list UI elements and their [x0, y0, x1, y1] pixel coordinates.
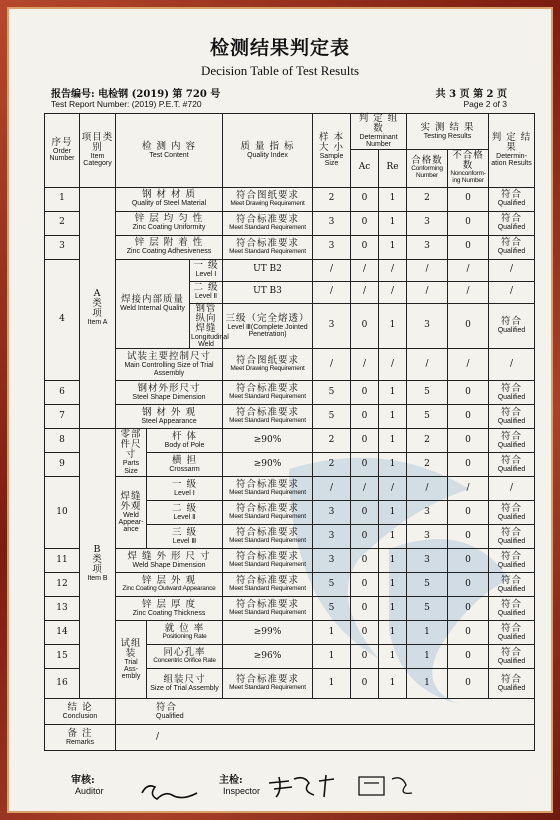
- table-row: 钢管纵向焊缝 Longitudinal Weld 三级（完全熔透） Level Ⅲ(Complete Jointed Penetration) 3 0 1 3 0 符合 Qualified: [45, 303, 535, 349]
- table-row: 11 焊 缝 外 形 尺 寸 Weld Shape Dimension 符合标准要求 Meet Standard Requirement 3 0 1 3 0 符合 Qualified: [45, 549, 535, 573]
- table-row: 6 钢材外形尺寸 Steel Shape Dimension 符合标准要求 Meet Standard Requirement 5 0 1 5 0 符合 Qualified: [45, 381, 535, 405]
- title-chinese: 检测结果判定表: [209, 37, 350, 59]
- header-sample-size: 样 本 大 小 Sample Size: [313, 114, 351, 188]
- conclusion-row: 结 论 Conclusion 符合 Qualified: [45, 699, 535, 725]
- category-a-cell: A 类 项 Item A: [80, 187, 116, 429]
- header-ac: Ac: [351, 149, 379, 187]
- table-row: 7 钢 材 外 观 Steel Appearance 符合标准要求 Meet Standard Requirement 5 0 1 5 0 符合 Qualified: [45, 405, 535, 429]
- report-number-en: Test Report Number: (2019) P.E.T. #720: [51, 99, 202, 109]
- header-re: Re: [379, 149, 407, 187]
- table-row: 试装主要控制尺寸 Main Controlling Size of Trial Assembly 符合图纸要求 Meet Drawing Requirement / / / / / /: [45, 349, 535, 381]
- table-row: 16 组装尺寸 Size of Trial Assembly 符合标准要求 Meet Standard Requirement 1 0 1 1 0 符合 Qualified: [45, 669, 535, 699]
- header-category: 项目类别 Item Category: [80, 114, 116, 188]
- header-index: 质 量 指 标 Quality Index: [223, 114, 313, 188]
- table-row: 3 锌 层 附 着 性 Zinc Coating Adhesiveness 符合标准要求 Meet Standard Requirement 3 0 1 3 0 符合 Qualified: [45, 235, 535, 259]
- parts-size-cell: 零部件尺寸 Parts Size: [116, 429, 147, 477]
- header-testing-results: 实 测 结 果 Testing Results: [407, 114, 489, 150]
- page-indicator-cn: 共 3 页 第 2 页: [435, 89, 507, 100]
- table-row: 4 焊接内部质量 Weld Internal Quality 一 级 Level Ⅰ UT B2 / / / / / /: [45, 259, 535, 281]
- table-row: 二 级 Level Ⅱ UT B3 / / / / / /: [45, 281, 535, 303]
- weld-appearance-cell: 焊缝外观 Weld Appear-ance: [116, 477, 147, 549]
- auditor-signature: [137, 775, 207, 805]
- table-row: 15 同心孔率 Concentric Orifice Rate ≥96% 1 0 1 1 0 符合 Qualified: [45, 645, 535, 669]
- header-order: 序号 Order Number: [45, 114, 80, 188]
- table-row: 三 级 Level Ⅲ 符合标准要求 Meet Standard Requirement 3 0 1 3 0 符合 Qualified: [45, 525, 535, 549]
- page-indicator-en: Page 2 of 3: [463, 99, 507, 109]
- table-row: 13 锌 层 厚 度 Zinc Coating Thickness 符合标准要求 Meet Standard Requirement 5 0 1 5 0 符合 Qualified: [45, 597, 535, 621]
- report-number-cn: 报告编号: 电检钢 (2019) 第 720 号: [51, 89, 221, 100]
- table-row: 10 焊缝外观 Weld Appear-ance 一 级 Level Ⅰ 符合标准要求 Meet Standard Requirement / / / / / /: [45, 477, 535, 501]
- inspector-label: 主检: Inspector: [219, 775, 261, 796]
- weld-internal-cell: 焊接内部质量 Weld Internal Quality: [116, 259, 190, 349]
- table-row: 二 级 Level Ⅱ 符合标准要求 Meet Standard Requirement 3 0 1 3 0 符合 Qualified: [45, 501, 535, 525]
- table-row: 1 A 类 项 Item A 钢 材 材 质 Quality of Steel Material 符合图纸要求 Meet Drawing Requirement 2 0 1 2 0 符合 Qualified: [45, 187, 535, 211]
- inspector-signature: [264, 769, 424, 801]
- header-nonconforming: 不合格数 Nonconform-ing Number: [448, 149, 489, 187]
- category-b-cell: B 类 项 Item B: [80, 429, 116, 699]
- auditor-label: 审核: Auditor: [71, 775, 104, 796]
- header-conforming: 合格数 Conforming Number: [407, 149, 448, 187]
- trial-assembly-cell: 试组装 Trial Ass-embly: [116, 621, 147, 699]
- table-row: 9 横 担 Crossarm ≥90% 2 0 1 2 0 符合 Qualified: [45, 453, 535, 477]
- table-row: 14 试组装 Trial Ass-embly 就 位 率 Positioning Rate ≥99% 1 0 1 1 0 符合 Qualified: [45, 621, 535, 645]
- header-row-1: [45, 114, 535, 150]
- results-table: [44, 113, 535, 751]
- table-row: 8 B 类 项 Item B 零部件尺寸 Parts Size 杆 体 Body of Pole ≥90% 2 0 1 2 0 符合 Qualified: [45, 429, 535, 453]
- remarks-row: 备 注 Remarks /: [45, 725, 535, 751]
- header-determination: 判 定 结 果 Determin-ation Results: [489, 114, 535, 188]
- document-sheet: [7, 7, 553, 813]
- title-english: Decision Table of Test Results: [200, 63, 359, 78]
- table-row: 12 锌 层 外 观 Zinc Coating Outward Appearance 符合标准要求 Meet Standard Requirement 5 0 1 5 0 符合 Qualified: [45, 573, 535, 597]
- table-row: 2 锌 层 均 匀 性 Zinc Coating Uniformity 符合标准要求 Meet Standard Requirement 3 0 1 3 0 符合 Qualified: [45, 211, 535, 235]
- header-determinant: 判 定 组 数 Determinant Number: [351, 114, 407, 150]
- header-content: 检 测 内 容 Test Content: [116, 114, 223, 188]
